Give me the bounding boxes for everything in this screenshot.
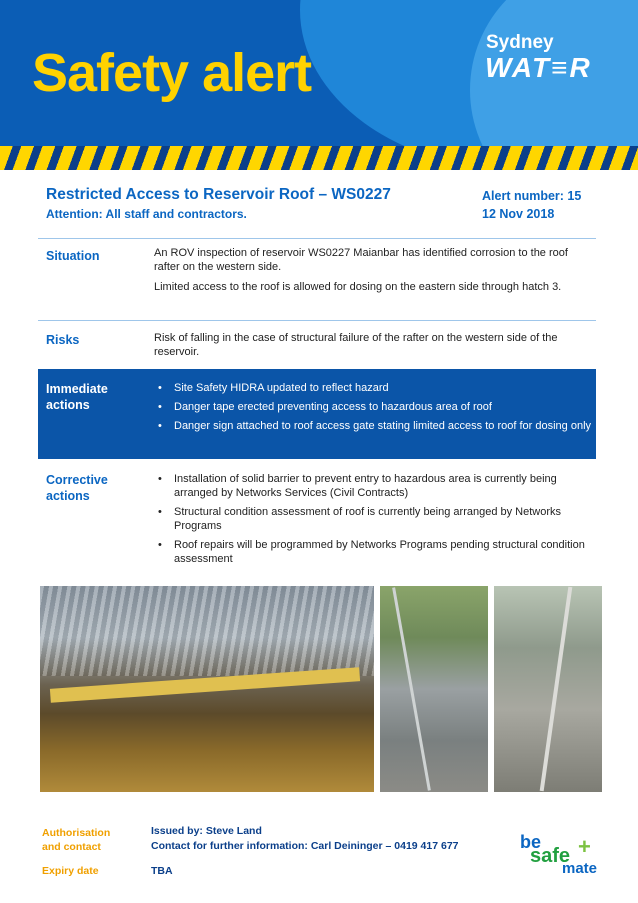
sydney-water-logo-line1: Sydney <box>486 32 554 53</box>
access-stairs-photo <box>380 586 488 792</box>
header-decoration <box>470 0 638 170</box>
handrail <box>540 587 573 792</box>
logo-safe: safe <box>530 845 571 867</box>
contact-info: Contact for further information: Carl Deininger – 0419 417 677 <box>151 840 459 852</box>
immediate-actions-list <box>154 381 594 438</box>
hazard-stripes <box>0 146 638 170</box>
situation-label: Situation <box>46 249 100 263</box>
roof-sheeting <box>40 586 374 676</box>
alert-heading: Restricted Access to Reservoir Roof – WS0227 <box>46 186 391 203</box>
handrail <box>392 587 431 790</box>
corrective-label-line2: actions <box>46 489 90 503</box>
logo-mate: mate <box>562 860 598 877</box>
immediate-actions-box <box>38 369 596 459</box>
reservoir-roof-photo <box>494 586 602 792</box>
list-item: • Installation of solid barrier to prevent entry to hazardous area is currently being arranged by Networks Services (Civil Contracts) <box>154 472 594 500</box>
corrective-actions-label <box>46 472 108 504</box>
divider <box>38 238 596 239</box>
list-item: • Danger tape erected preventing access to hazardous area of roof <box>154 400 594 414</box>
authorisation-label <box>42 826 110 854</box>
list-item: • Structural condition assessment of roof is currently being arranged by Networks Programs <box>154 505 594 533</box>
issued-by: Issued by: Steve Land <box>151 825 262 837</box>
situation-text-2: Limited access to the roof is allowed for dosing on the eastern side through hatch 3. <box>154 281 562 293</box>
alert-number: Alert number: 15 <box>482 189 582 203</box>
risks-text: Risk of falling in the case of structural failure of the rafter on the western side of the reservoir. <box>154 332 558 358</box>
sydney-water-logo-line2: WAT≡R <box>485 52 592 83</box>
list-item: • Site Safety HIDRA updated to reflect hazard <box>154 381 594 395</box>
expiry-label: Expiry date <box>42 865 99 877</box>
page-title: Safety alert <box>32 43 312 103</box>
auth-label-line2: and contact <box>42 841 101 853</box>
situation-text-1: An ROV inspection of reservoir WS0227 Maianbar has identified corrosion to the roof rafter on the western side. <box>154 247 568 273</box>
divider <box>38 320 596 321</box>
corrective-label-line1: Corrective <box>46 473 108 487</box>
immediate-label-line2: actions <box>46 398 90 412</box>
risks-label: Risks <box>46 333 80 347</box>
auth-label-line1: Authorisation <box>42 827 111 839</box>
expiry-value: TBA <box>151 865 173 877</box>
roof-rafter-photo <box>40 586 374 792</box>
alert-attention: Attention: All staff and contractors. <box>46 207 247 221</box>
logo-be: be <box>520 832 542 852</box>
plus-icon: + <box>578 834 591 859</box>
alert-date: 12 Nov 2018 <box>482 207 555 221</box>
immediate-actions-label <box>46 381 108 413</box>
list-item: • Roof repairs will be programmed by Networks Programs pending structural condition assessment <box>154 538 594 566</box>
header-banner <box>0 0 638 170</box>
list-item: • Danger sign attached to roof access gate stating limited access to roof for dosing only <box>154 419 594 433</box>
corrective-actions-list <box>154 472 594 571</box>
immediate-label-line1: Immediate <box>46 382 108 396</box>
